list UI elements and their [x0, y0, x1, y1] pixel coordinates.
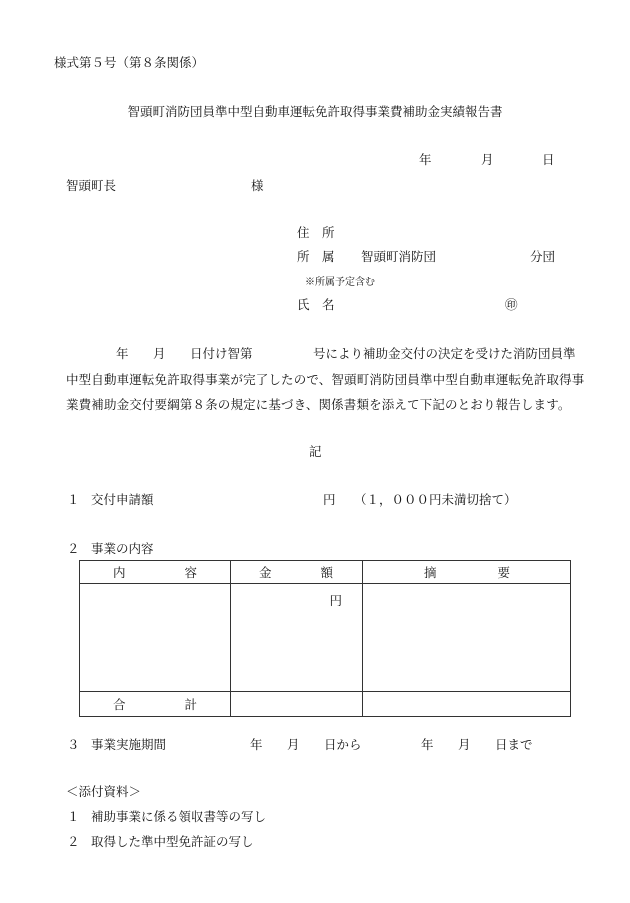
- cost-table-body-row: [80, 584, 571, 692]
- name-label: 氏 名: [297, 297, 335, 312]
- body-line2: 中型自動車運転免許取得事業が完了したので、智頭町消防団員準中型自動車運転免許取得事: [66, 372, 585, 387]
- cost-table-header-row: [80, 561, 571, 584]
- period-from-day: 日から: [324, 737, 362, 752]
- document-title: 智頭町消防団員準中型自動車運転免許取得事業費補助金実績報告書: [127, 104, 503, 119]
- attachment-2-number: ２: [67, 834, 80, 849]
- branch-label: 分団: [530, 249, 556, 264]
- seal-mark: ㊞: [505, 297, 518, 312]
- total-amount-cell[interactable]: [231, 692, 363, 717]
- period-from-month: 月: [287, 737, 300, 752]
- amount-cell[interactable]: [231, 584, 363, 692]
- period-to-day: 日まで: [495, 737, 533, 752]
- header-remarks: 摘 要: [363, 561, 571, 584]
- section2-label: 事業の内容: [91, 541, 154, 556]
- date-month-label: 月: [481, 152, 494, 167]
- section2-number: ２: [67, 541, 80, 556]
- period-to-month: 月: [458, 737, 471, 752]
- body-year: 年: [116, 346, 129, 361]
- body-line3: 業費補助金交付要綱第８条の規定に基づき、関係書類を添えて下記のとおり報告します。: [66, 397, 571, 412]
- section1-note: （１，０００円未満切捨て）: [354, 492, 517, 507]
- affiliation-note: ※所属予定含む: [305, 277, 375, 288]
- section3-label: 事業実施期間: [91, 737, 167, 752]
- address-label: 住 所: [297, 225, 335, 240]
- remarks-cell[interactable]: [363, 584, 571, 692]
- affiliation-label: 所 属: [297, 249, 335, 264]
- date-year-label: 年: [419, 152, 432, 167]
- section1-number: １: [67, 492, 80, 507]
- header-content: 内 容: [80, 561, 231, 584]
- ki-heading: 記: [309, 444, 322, 459]
- body-month: 月: [153, 346, 166, 361]
- date-day-label: 日: [542, 152, 555, 167]
- addressee-name: 智頭町長: [66, 178, 117, 193]
- attachment-1-number: １: [67, 809, 80, 824]
- period-to-year: 年: [421, 737, 434, 752]
- form-number: 様式第５号（第８条関係）: [54, 55, 205, 70]
- cost-table: [79, 560, 571, 717]
- content-cell[interactable]: [80, 584, 231, 692]
- period-from-year: 年: [250, 737, 263, 752]
- attachment-1-text: 補助事業に係る領収書等の写し: [91, 809, 267, 824]
- addressee-honorific: 様: [251, 178, 264, 193]
- section1-unit: 円: [323, 492, 336, 507]
- total-remarks-cell[interactable]: [363, 692, 571, 717]
- body-date-ref: 日付け智第: [190, 346, 253, 361]
- section1-label: 交付申請額: [91, 492, 154, 507]
- total-label-cell: 合 計: [80, 692, 231, 717]
- header-amount: 金 額: [231, 561, 363, 584]
- attachment-2-text: 取得した準中型免許証の写し: [91, 834, 254, 849]
- section3-number: ３: [67, 737, 80, 752]
- body-line1-rest: 号により補助金交付の決定を受けた消防団員準: [313, 346, 576, 361]
- amount-unit: 円: [329, 593, 342, 608]
- cost-table-total-row: [80, 692, 571, 717]
- attachments-heading: ＜添付資料＞: [66, 784, 142, 799]
- affiliation-value: 智頭町消防団: [361, 249, 437, 264]
